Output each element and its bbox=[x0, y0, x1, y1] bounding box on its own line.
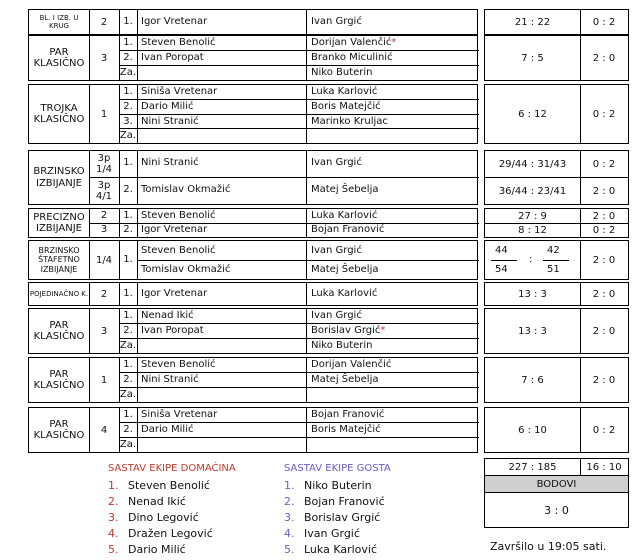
position-number: 2. bbox=[123, 325, 133, 336]
position-number: 2. bbox=[123, 224, 133, 235]
position-number: 1. bbox=[123, 310, 133, 321]
result-row-7 bbox=[484, 308, 629, 354]
home-player: Steven Benolić bbox=[141, 359, 216, 370]
guest-player: Branko Miculinić bbox=[311, 52, 393, 63]
game-number: 3p 1/4 bbox=[95, 153, 113, 175]
position-number: 1. bbox=[123, 254, 133, 265]
guest-player: Dorijan Valenčić* bbox=[311, 37, 397, 48]
match-row-4 bbox=[28, 208, 478, 238]
game-number: 1 bbox=[100, 108, 108, 120]
points: 2 : 0 bbox=[592, 325, 616, 337]
guest-player: Boris Matejčić bbox=[311, 101, 381, 112]
game-number: 3 bbox=[100, 52, 108, 64]
position-number: 2. bbox=[123, 374, 133, 385]
home-player: Steven Benolić bbox=[141, 37, 216, 48]
guest-player: Matej Šebelja bbox=[311, 184, 379, 195]
result-row-1 bbox=[484, 35, 629, 81]
totals-box bbox=[484, 458, 629, 528]
points: 2 : 0 bbox=[592, 52, 616, 64]
home-player: Igor Vretenar bbox=[141, 224, 208, 235]
position-number: Za. bbox=[119, 439, 137, 450]
game-number: 3p 4/1 bbox=[95, 179, 113, 202]
guest-player-list-item: 1. Niko Buterin bbox=[284, 479, 372, 492]
guest-player: Ivan Grgić bbox=[311, 245, 362, 256]
match-row-8 bbox=[28, 357, 478, 403]
position-number: 2. bbox=[123, 184, 133, 195]
discipline: PAR KLASIČNO bbox=[29, 36, 90, 80]
relay-separator: : bbox=[529, 254, 533, 265]
finish-time: Završilo u 19:05 sati. bbox=[490, 540, 607, 553]
discipline: PRECIZNO IZBIJANJE bbox=[29, 209, 90, 237]
score: 6 : 12 bbox=[485, 85, 581, 143]
discipline: PAR KLASIČNO bbox=[29, 408, 90, 452]
score: 13 : 3 bbox=[485, 309, 581, 353]
match-row-1 bbox=[28, 35, 478, 81]
relay-a2: 42 bbox=[547, 245, 560, 256]
score: 27 : 9 bbox=[485, 209, 581, 223]
game-number: 3 bbox=[100, 325, 108, 337]
score: 7 : 5 bbox=[485, 36, 581, 80]
guest-player: Bojan Franović bbox=[311, 409, 385, 420]
position-number: 1. bbox=[123, 157, 133, 168]
guest-player: Niko Buterin bbox=[311, 340, 373, 351]
guest-player: Bojan Franović bbox=[311, 224, 385, 235]
guest-player-list-item: 3. Borislav Grgić bbox=[284, 511, 381, 524]
guest-player: Ivan Grgić bbox=[311, 157, 362, 168]
position-number: 1. bbox=[123, 288, 133, 299]
score: 7 : 6 bbox=[485, 358, 581, 402]
guest-player: Ivan Grgić bbox=[311, 16, 362, 27]
total-score: 227 : 185 bbox=[485, 459, 581, 475]
home-player: Ivan Poropat bbox=[141, 52, 204, 63]
result-row-5 bbox=[484, 240, 629, 280]
guest-player: Matej Šebelja bbox=[311, 374, 379, 385]
home-team-heading: SASTAV EKIPE DOMAĆINA bbox=[108, 463, 236, 474]
result-row-6 bbox=[484, 282, 629, 306]
home-player: Nini Stranić bbox=[141, 157, 199, 168]
guest-team-heading: SASTAV EKIPE GOSTA bbox=[284, 463, 391, 474]
star-mark: * bbox=[391, 37, 397, 48]
home-player: Tomislav Okmažić bbox=[141, 184, 231, 195]
game-number: 2 bbox=[100, 210, 108, 221]
guest-player: Luka Karlović bbox=[311, 210, 378, 221]
score: 21 : 22 bbox=[485, 10, 581, 34]
home-player: Igor Vretenar bbox=[141, 16, 208, 27]
points: 0 : 2 bbox=[592, 108, 616, 120]
points: 2 : 0 bbox=[592, 210, 616, 222]
star-mark: * bbox=[380, 325, 386, 336]
discipline: PAR KLASIČNO bbox=[29, 358, 90, 402]
discipline: BRZINSKO IZBIJANJE bbox=[29, 151, 90, 204]
points: 0 : 2 bbox=[592, 424, 616, 436]
score: 29/44 : 31/43 bbox=[485, 151, 581, 177]
home-player: Igor Vretenar bbox=[141, 288, 208, 299]
position-number: Za. bbox=[119, 340, 137, 351]
points: 0 : 2 bbox=[592, 16, 616, 28]
points: 2 : 0 bbox=[592, 185, 616, 197]
home-player-list-item: 1. Steven Benolić bbox=[108, 479, 210, 492]
home-player-list-item: 4. Dražen Legović bbox=[108, 527, 213, 540]
position-number: 1. bbox=[123, 210, 133, 221]
position-number: 1. bbox=[123, 37, 133, 48]
score: 13 : 3 bbox=[485, 283, 581, 305]
match-row-5 bbox=[28, 240, 478, 280]
home-player-list-item: 3. Dino Legović bbox=[108, 511, 199, 524]
game-number: 4 bbox=[100, 424, 108, 436]
guest-player: Dorijan Valenčić bbox=[311, 359, 392, 370]
score: 8 : 12 bbox=[485, 224, 581, 237]
relay-b1: 54 bbox=[495, 264, 508, 275]
position-number: 1. bbox=[123, 86, 133, 97]
home-player: Siniša Vretenar bbox=[141, 86, 218, 97]
position-number: 1. bbox=[123, 359, 133, 370]
match-row-0 bbox=[28, 9, 478, 35]
discipline: POJEDINAČNO K. bbox=[29, 283, 90, 305]
position-number: Za. bbox=[119, 389, 137, 400]
home-player: Nenad Ikić bbox=[141, 310, 194, 321]
home-player: Dario Milić bbox=[141, 101, 194, 112]
home-player-list-item: 2. Nenad Ikić bbox=[108, 495, 186, 508]
home-player: Steven Benolić bbox=[141, 210, 216, 221]
relay-b2: 51 bbox=[547, 264, 560, 275]
home-player: Nini Stranić bbox=[141, 374, 199, 385]
result-row-4 bbox=[484, 208, 629, 238]
result-row-0 bbox=[484, 9, 629, 35]
position-number: 3. bbox=[123, 116, 133, 127]
position-number: 2. bbox=[123, 424, 133, 435]
game-number: 2 bbox=[100, 16, 108, 28]
result-row-8 bbox=[484, 357, 629, 403]
home-player: Tomislav Okmažić bbox=[141, 264, 231, 275]
match-row-6 bbox=[28, 282, 478, 306]
result-row-9 bbox=[484, 407, 629, 453]
guest-player: Luka Karlović bbox=[311, 86, 378, 97]
position-number: Za. bbox=[119, 67, 137, 78]
position-number: 2. bbox=[123, 52, 133, 63]
result-row-3 bbox=[484, 150, 629, 205]
home-player: Ivan Poropat bbox=[141, 325, 204, 336]
match-row-7 bbox=[28, 308, 478, 354]
position-number: 1. bbox=[123, 409, 133, 420]
discipline: TROJKA KLASIČNO bbox=[29, 85, 90, 143]
game-number: 1/4 bbox=[95, 254, 113, 266]
guest-player: Ivan Grgić bbox=[311, 310, 362, 321]
home-player: Dario Milić bbox=[141, 424, 194, 435]
bodovi-result: 3 : 0 bbox=[544, 503, 569, 517]
home-player: Steven Benolić bbox=[141, 245, 216, 256]
home-player-list-item: 5. Dario Milić bbox=[108, 543, 186, 556]
points: 2 : 0 bbox=[592, 288, 616, 300]
relay-score bbox=[485, 241, 581, 279]
points: 2 : 0 bbox=[592, 254, 616, 266]
result-row-2 bbox=[484, 84, 629, 144]
guest-player: Boris Matejčić bbox=[311, 424, 381, 435]
position-number: 2. bbox=[123, 101, 133, 112]
points: 0 : 2 bbox=[592, 158, 616, 170]
score: 36/44 : 23/41 bbox=[485, 178, 581, 204]
guest-player: Matej Šebelja bbox=[311, 264, 379, 275]
bodovi-label: BODOVI bbox=[485, 476, 628, 493]
game-number: 3 bbox=[100, 224, 108, 235]
guest-player: Borislav Grgić* bbox=[311, 325, 386, 336]
match-row-3 bbox=[28, 150, 478, 205]
guest-player: Niko Buterin bbox=[311, 67, 373, 78]
guest-player: Marinko Kruljac bbox=[311, 116, 388, 127]
points: 0 : 2 bbox=[592, 225, 616, 236]
discipline: PAR KLASIČNO bbox=[29, 309, 90, 353]
relay-a1: 44 bbox=[495, 245, 508, 256]
home-player: Nini Stranić bbox=[141, 116, 199, 127]
discipline: BRZINSKO ŠTAFETNO IZBIJANJE bbox=[29, 241, 90, 279]
home-player: Siniša Vretenar bbox=[141, 409, 218, 420]
game-number: 2 bbox=[100, 288, 108, 300]
guest-player-list-item: 2. Bojan Franović bbox=[284, 495, 385, 508]
guest-player: Luka Karlović bbox=[311, 288, 378, 299]
discipline: BL. I IZB. U KRUG bbox=[29, 10, 90, 34]
score: 6 : 10 bbox=[485, 408, 581, 452]
total-points: 16 : 10 bbox=[586, 461, 622, 473]
match-row-2 bbox=[28, 84, 478, 144]
position-number: 1. bbox=[123, 16, 133, 27]
game-number: 1 bbox=[100, 374, 108, 386]
points: 2 : 0 bbox=[592, 374, 616, 386]
guest-player-list-item: 4. Ivan Grgić bbox=[284, 527, 360, 540]
position-number: Za. bbox=[119, 130, 137, 141]
guest-player-list-item: 5. Luka Karlović bbox=[284, 543, 378, 556]
match-row-9 bbox=[28, 407, 478, 453]
